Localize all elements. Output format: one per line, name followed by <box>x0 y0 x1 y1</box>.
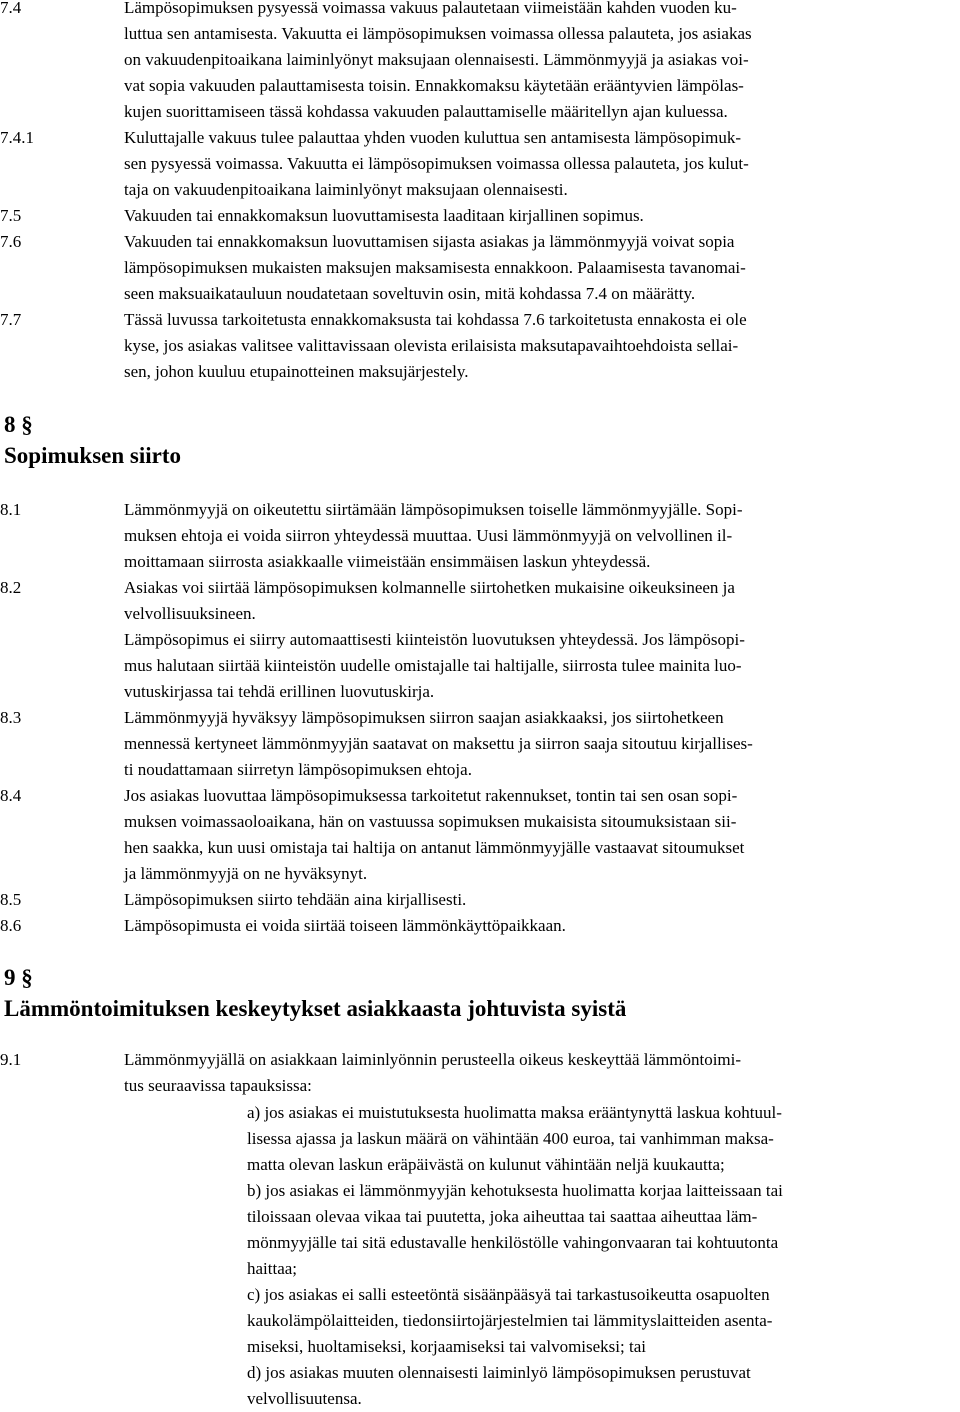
text-line: Vakuuden tai ennakkomaksun luovuttamisesta laaditaan kirjallinen sopimus. <box>124 206 644 225</box>
text-line: velvollisuuksineen. <box>124 604 256 623</box>
text-line: mus halutaan siirtää kiinteistön uudelle omistajalle tai haltijalle, siirrosta tulee mainita luo- <box>124 656 742 675</box>
clause-number: 7.6 <box>0 232 22 251</box>
text-line: hen saakka, kun uusi omistaja tai haltija on antanut lämmönmyyjälle vastaavat sitoumukset <box>124 838 745 857</box>
text-line: moittamaan siirrosta asiakkaalle viimeistään ensimmäisen laskun yhteydessä. <box>124 552 651 571</box>
text-line: on vakuudenpitoaikana laiminlyönyt maksujaan olennaisesti. Lämmönmyyjä ja asiakas voi- <box>124 50 749 69</box>
list-item: miseksi, huoltamiseksi, korjaamiseksi tai valvomiseksi; tai <box>247 1337 646 1356</box>
text-line: Lämmönmyyjä on oikeutettu siirtämään lämpösopimuksen toiselle lämmönmyyjälle. Sopi- <box>124 500 743 519</box>
text-line: sen, johon kuuluu etupainotteinen maksujärjestely. <box>124 362 469 381</box>
list-item: c) jos asiakas ei salli esteetöntä sisäänpääsyä tai tarkastusoikeutta osapuolten <box>247 1285 770 1304</box>
list-item: lisessa ajassa ja laskun määrä on vähintään 400 euroa, tai vanhimman maksa- <box>247 1129 774 1148</box>
text-line: Lämmönmyyjä hyväksyy lämpösopimuksen siirron saajan asiakkaaksi, jos siirtohetkeen <box>124 708 724 727</box>
clause-text <box>124 497 743 575</box>
text-line: ti noudattamaan siirretyn lämpösopimuksen ehtoja. <box>124 760 472 779</box>
text-line: ja lämmönmyyjä on ne hyväksynyt. <box>124 864 368 883</box>
clause-number: 8.1 <box>0 500 22 519</box>
text-line: lämpösopimuksen mukaisten maksujen maksamisesta ennakkoon. Palaamisesta tavanomai- <box>124 258 746 277</box>
clause-number: 7.5 <box>0 206 22 225</box>
text-line: Jos asiakas luovuttaa lämpösopimuksessa tarkoitetut rakennukset, tontin tai sen osan sopi- <box>124 786 738 805</box>
text-line: Tässä luvussa tarkoitetusta ennakkomaksusta tai kohdassa 7.6 tarkoitetusta ennakosta ei ole <box>124 310 747 329</box>
list-item: haittaa; <box>247 1259 298 1278</box>
list-item: velvollisuutensa. <box>247 1389 362 1408</box>
clause-number: 8.5 <box>0 890 22 909</box>
list-item: kaukolämpölaitteiden, tiedonsiirtojärjestelmien tai lämmityslaitteiden asenta- <box>247 1311 773 1330</box>
list-item: b) jos asiakas ei lämmönmyyjän kehotuksesta huolimatta korjaa laitteissaan tai <box>247 1181 783 1200</box>
section-8-title: Sopimuksen siirto <box>4 443 182 468</box>
text-line: kujen suorittamiseen tässä kohdassa vakuuden palauttamiselle määritellyn ajan kuluessa. <box>124 102 728 121</box>
list-item: matta olevan laskun eräpäivästä on kulunut vähintään neljä kuukautta; <box>247 1155 725 1174</box>
clause-text <box>124 203 644 229</box>
text-line: Lämpösopimuksen siirto tehdään aina kirjallisesti. <box>124 890 467 909</box>
clause-text <box>124 307 747 385</box>
clause-text <box>124 887 466 913</box>
list-item: a) jos asiakas ei muistutuksesta huolimatta maksa erääntynyttä laskua kohtuul- <box>247 1103 782 1122</box>
text-line: vat sopia vakuuden palauttamisesta toisin. Ennakkomaksu käytetään erääntyvien lämpölas- <box>124 76 744 95</box>
clause-text <box>124 575 745 705</box>
clause-number: 8.4 <box>0 786 22 805</box>
text-line: mennessä kertyneet lämmönmyyjän saatavat on maksettu ja siirron saaja sitoutuu kirjallises- <box>124 734 753 753</box>
text-line: seen maksuaikatauluun noudatetaan soveltuvin osin, mitä kohdassa 7.4 on määrätty. <box>124 284 696 303</box>
clause-text <box>124 1047 741 1099</box>
text-line: vutuskirjassa tai tehdä erillinen luovutuskirja. <box>124 682 435 701</box>
clause-9-1-items <box>247 1100 783 1412</box>
clause-text <box>124 705 753 783</box>
text-line: kyse, jos asiakas valitsee valittavissaan olevista erilaisista maksutapavaihtoehdoista sellai- <box>124 336 739 355</box>
text-line: muksen voimassaoloaikana, hän on vastuussa sopimuksen mukaisista sitoumuksistaan sii- <box>124 812 737 831</box>
section-9-number: 9 § <box>4 965 33 990</box>
clause-number: 8.3 <box>0 708 22 727</box>
clause-text <box>124 125 749 203</box>
text-line: Lämpösopimusta ei voida siirtää toiseen lämmönkäyttöpaikkaan. <box>124 916 566 935</box>
text-line: Lämmönmyyjällä on asiakkaan laiminlyönnin perusteella oikeus keskeyttää lämmöntoimi- <box>124 1050 742 1069</box>
text-line: taja on vakuudenpitoaikana laiminlyönyt maksujaan olennaisesti. <box>124 180 568 199</box>
text-line: Lämpösopimuksen pysyessä voimassa vakuus palautetaan viimeistään kahden vuoden ku- <box>124 0 737 17</box>
text-line: tus seuraavissa tapauksissa: <box>124 1076 312 1095</box>
list-item: tiloissaan olevaa vikaa tai puutetta, joka aiheuttaa tai saattaa aiheuttaa läm- <box>247 1207 758 1226</box>
section-9-title: Lämmöntoimituksen keskeytykset asiakkaasta johtuvista syistä <box>4 996 627 1021</box>
text-line: luttua sen antamisesta. Vakuutta ei lämpösopimuksen voimassa ollessa palauteta, jos asiakas <box>124 24 752 43</box>
text-line: Vakuuden tai ennakkomaksun luovuttamisen sijasta asiakas ja lämmönmyyjä voivat sopia <box>124 232 735 251</box>
text-line: Lämpösopimus ei siirry automaattisesti kiinteistön luovutuksen yhteydessä. Jos lämpösopi- <box>124 630 745 649</box>
clause-text <box>124 913 566 939</box>
list-item: mönmyyjälle tai sitä edustavalle henkilöstölle vahingonvaaran tai kohtuutonta <box>247 1233 779 1252</box>
clause-number: 7.7 <box>0 310 22 329</box>
clause-number: 7.4.1 <box>0 128 34 147</box>
text-line: Kuluttajalle vakuus tulee palauttaa yhden vuoden kuluttua sen antamisesta lämpösopimuk- <box>124 128 742 147</box>
clause-number: 7.4 <box>0 0 22 17</box>
text-line: Asiakas voi siirtää lämpösopimuksen kolmannelle siirtohetken mukaisine oikeuksineen ja <box>124 578 735 597</box>
section-8-number: 8 § <box>4 412 33 437</box>
clause-text <box>124 783 744 887</box>
text-line: sen pysyessä voimassa. Vakuutta ei lämpösopimuksen voimassa ollessa palauteta, jos kulut- <box>124 154 749 173</box>
clause-text <box>124 229 746 307</box>
list-item: d) jos asiakas muuten olennaisesti laiminlyö lämpösopimuksen perustuvat <box>247 1363 751 1382</box>
text-line: muksen ehtoja ei voida siirron yhteydessä muuttaa. Uusi lämmönmyyjä on velvollinen il- <box>124 526 733 545</box>
clause-number: 8.2 <box>0 578 22 597</box>
clause-number: 9.1 <box>0 1050 22 1069</box>
clause-text <box>124 0 752 125</box>
clause-number: 8.6 <box>0 916 22 935</box>
